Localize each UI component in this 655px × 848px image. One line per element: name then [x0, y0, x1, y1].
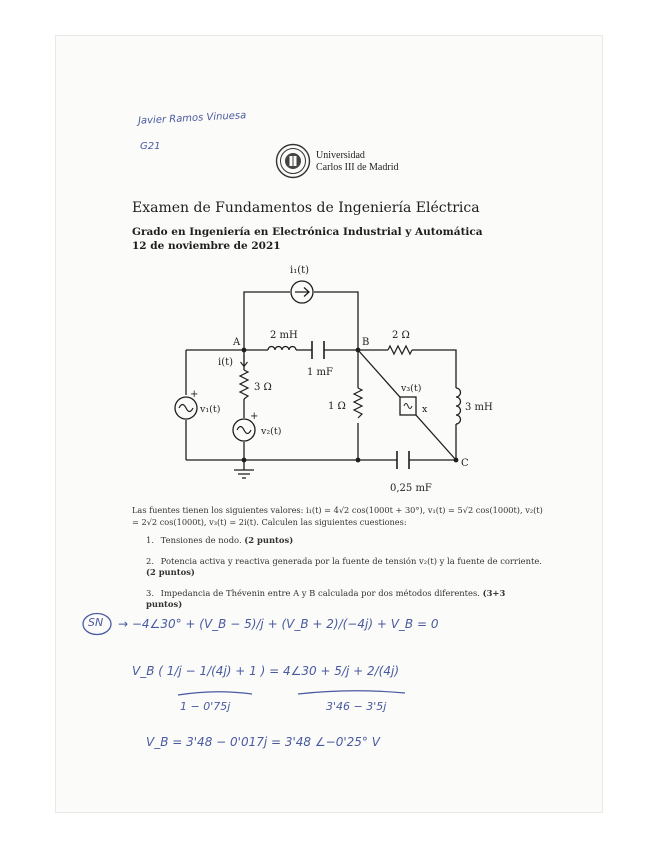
label-inductor-3mh: 3 mH	[465, 402, 493, 413]
label-node-a: A	[233, 337, 241, 348]
question-points: (2 puntos)	[146, 567, 195, 577]
label-current-i: i(t)	[218, 357, 234, 368]
student-name: Javier Ramos Vinuesa	[137, 110, 247, 127]
label-resistor-3ohm: 3 Ω	[254, 382, 272, 393]
label-node-c: C	[461, 458, 469, 469]
label-resistor-2ohm: 2 Ω	[392, 330, 410, 341]
question-number: 1.	[146, 535, 154, 545]
student-group: G21	[140, 141, 161, 152]
question-number: 3.	[146, 588, 154, 598]
solution-left-result: 1 − 0'75j	[180, 700, 231, 713]
exam-date: 12 de noviembre de 2021	[132, 240, 281, 252]
solution-line-2: V_B ( 1/j − 1/(4j) + 1 ) = 4∠30 + 5/j + 2/(4j)	[132, 664, 400, 678]
question-points: (3+3 puntos)	[146, 588, 506, 609]
label-x-mark: x	[422, 404, 428, 415]
solution-line-1: → −4∠30° + (V_B − 5)/j + (V_B + 2)/(−4j) + V_B = 0	[118, 617, 439, 631]
degree-line: Grado en Ingeniería en Electrónica Industrial y Automática	[132, 226, 483, 238]
question-text: Impedancia de Thévenin entre A y B calculada por dos métodos diferentes.	[160, 588, 480, 598]
solution-line-3: V_B = 3'48 − 0'017j = 3'48 ∠−0'25° V	[146, 735, 380, 749]
question-text: Tensiones de nodo.	[160, 535, 242, 545]
solution-right-result: 3'46 − 3'5j	[326, 700, 387, 713]
label-v1: v₁(t)	[200, 404, 221, 415]
label-capacitor-1mf: 1 mF	[307, 367, 333, 378]
label-v3: v₃(t)	[401, 383, 422, 394]
label-v2: v₂(t)	[261, 426, 282, 437]
exam-title: Examen de Fundamentos de Ingeniería Eléctrica	[132, 200, 480, 216]
sn-label: SN	[88, 616, 104, 629]
question-number: 2.	[146, 556, 154, 566]
question-points: (2 puntos)	[244, 535, 294, 545]
problem-statement: Las fuentes tienen los siguientes valores: i₁(t) = 4√2 cos(1000t + 30°), v₁(t) = 5√2 cos(1000t), v₂(t) = 2√2 cos(1000t), v₃(t) = 2i(t). Calculen las siguientes cuestiones:	[132, 505, 543, 527]
label-capacitor-025mf: 0,25 mF	[390, 483, 432, 494]
label-plus-v2: +	[250, 411, 259, 422]
question-text: Potencia activa y reactiva generada por la fuente de tensión v₂(t) y la fuente de corriente.	[160, 556, 542, 566]
label-resistor-1ohm: 1 Ω	[328, 401, 346, 412]
university-line-1: Universidad	[316, 150, 365, 161]
label-node-b: B	[362, 337, 370, 348]
label-inductor-2mh: 2 mH	[270, 330, 298, 341]
label-plus-v1: +	[190, 389, 199, 400]
label-i1: i₁(t)	[290, 265, 310, 276]
university-line-2: Carlos III de Madrid	[316, 162, 399, 173]
